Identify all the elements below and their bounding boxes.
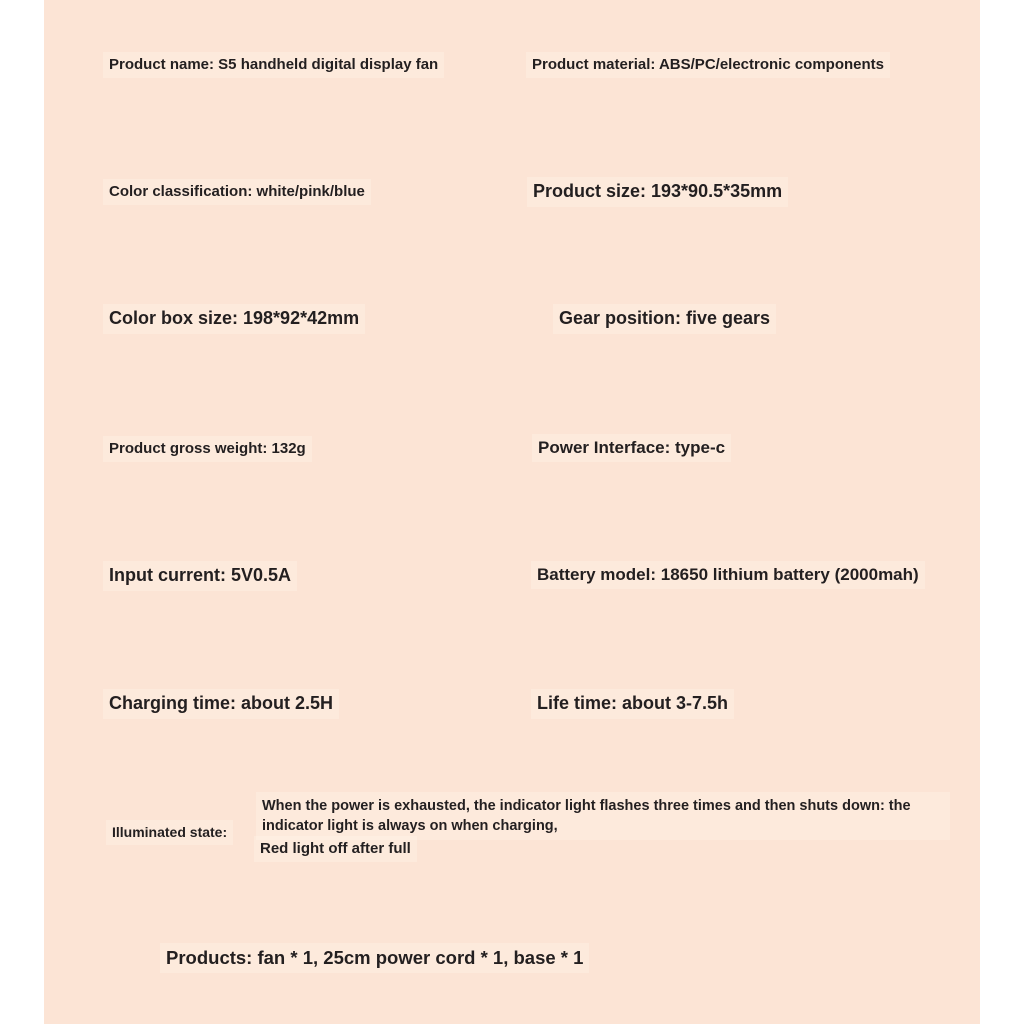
spec-charging-time: Charging time: about 2.5H — [103, 689, 339, 719]
spec-gear-position: Gear position: five gears — [553, 304, 776, 334]
spec-input-current: Input current: 5V0.5A — [103, 561, 297, 591]
spec-color-box-size: Color box size: 198*92*42mm — [103, 304, 365, 334]
spec-battery-model: Battery model: 18650 lithium battery (2000mah) — [531, 561, 925, 589]
spec-power-interface: Power Interface: type-c — [532, 434, 731, 462]
spec-sheet-background — [44, 0, 980, 1024]
illuminated-state-description: When the power is exhausted, the indicator light flashes three times and then shuts down: the indicator light is always on when charging, — [256, 792, 950, 840]
spec-product-size: Product size: 193*90.5*35mm — [527, 177, 788, 207]
spec-color-classification: Color classification: white/pink/blue — [103, 179, 371, 205]
spec-gross-weight: Product gross weight: 132g — [103, 436, 312, 462]
illuminated-state-note: Red light off after full — [254, 836, 417, 862]
illuminated-state-label: Illuminated state: — [106, 820, 233, 845]
spec-product-name: Product name: S5 handheld digital display fan — [103, 52, 444, 78]
package-contents: Products: fan * 1, 25cm power cord * 1, base * 1 — [160, 943, 589, 973]
spec-life-time: Life time: about 3-7.5h — [531, 689, 734, 719]
spec-product-material: Product material: ABS/PC/electronic components — [526, 52, 890, 78]
